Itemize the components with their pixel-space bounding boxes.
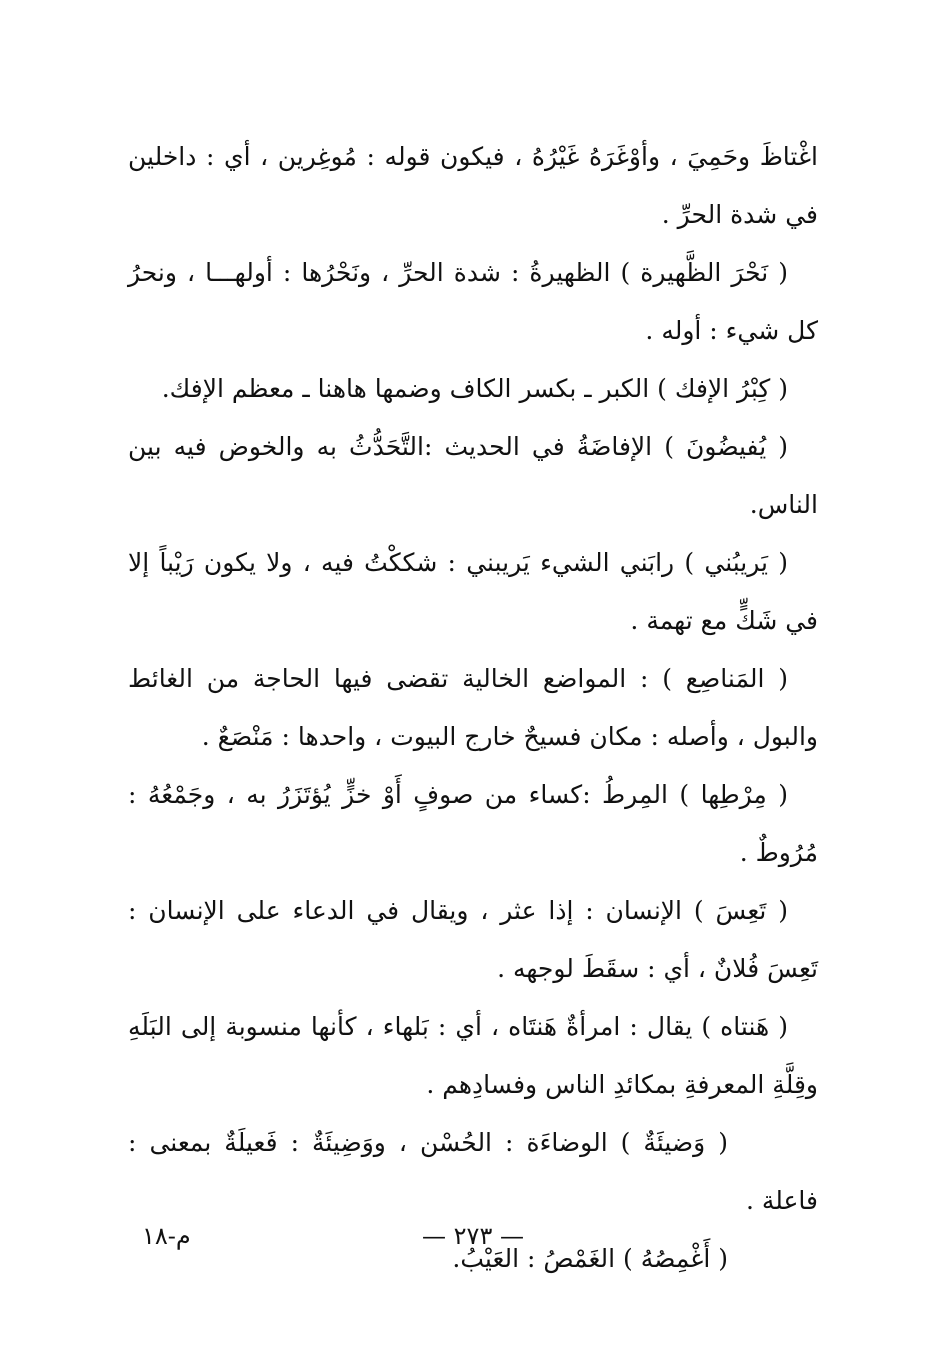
paragraph-11: ( أَغْمِصُهُ ) الغَمْصُ : العَيْبُ. (452, 1244, 728, 1273)
paragraph-6: ( المَناصِع ) : المواضع الخالية تقضى فيها الحاجة من الغائط والبول ، وأصله : مكان فسيحٌ خارج البيوت ، واحدها : مَنْصَعٌ . (128, 664, 818, 751)
paragraph-9: ( هَنتاه ) يقال : امرأةٌ هَنتَاه ، أي : بَلهاء ، كأنها منسوبة إلى البَلَهِ وقِلَّةِ المعرفةِ بمكائدِ الناس وفسادِهم . (128, 1012, 818, 1099)
paragraph-2: ( نَحْرَ الظَّهيرة ) الظهيرةُ : شدة الحرِّ ، ونَحْرُها : أولهـــا ، ونحرُ كل شيء : أوله . (128, 258, 818, 345)
paragraph-10: ( وَضيئَةٌ ) الوضاءَة : الحُسْن ، ووَضِيئَةٌ : فَعيلَةٌ بمعنى : فاعلة . (128, 1128, 818, 1215)
page-number: — ٢٧٣ — (422, 1222, 524, 1250)
paragraph-4: ( يُفيضُونَ ) الإفاضَةُ في الحديث :التَّحَدُّثُ به والخوض فيه بين الناس. (128, 432, 818, 519)
paragraph-8: ( تَعِسَ ) الإنسان : إذا عثر ، ويقال في الدعاء على الإنسان : تَعِسَ فُلانٌ ، أي : سقَطَ لوجهه . (128, 896, 818, 983)
page-body (128, 128, 818, 1288)
paragraph-1: اغْتاظَ وحَمِيَ ، وأوْغَرَهُ غَيْرُهُ ، فيكون قوله : مُوغِرين ، أي : داخلين في شدة الحرِّ . (128, 142, 818, 229)
page-footer (128, 1222, 818, 1262)
signature-mark: م-١٨ (142, 1222, 191, 1250)
paragraph-3: ( كِبْرُ الإفك ) الكبر ـ بكسر الكاف وضمها هاهنا ـ معظم الإفك. (161, 374, 788, 403)
paragraph-7: ( مِرْطِها ) المِرطُ :كساء من صوفٍ أَوْ خزٍّ يُؤتَزَرُ به ، وجَمْعُهُ : مُرُوطٌ . (128, 780, 818, 867)
paragraph-5: ( يَريبُني ) رابَني الشيء يَريبني : شككْتُ فيه ، ولا يكون رَيْباً إلا في شَكٍّ مع تهمة . (128, 548, 818, 635)
